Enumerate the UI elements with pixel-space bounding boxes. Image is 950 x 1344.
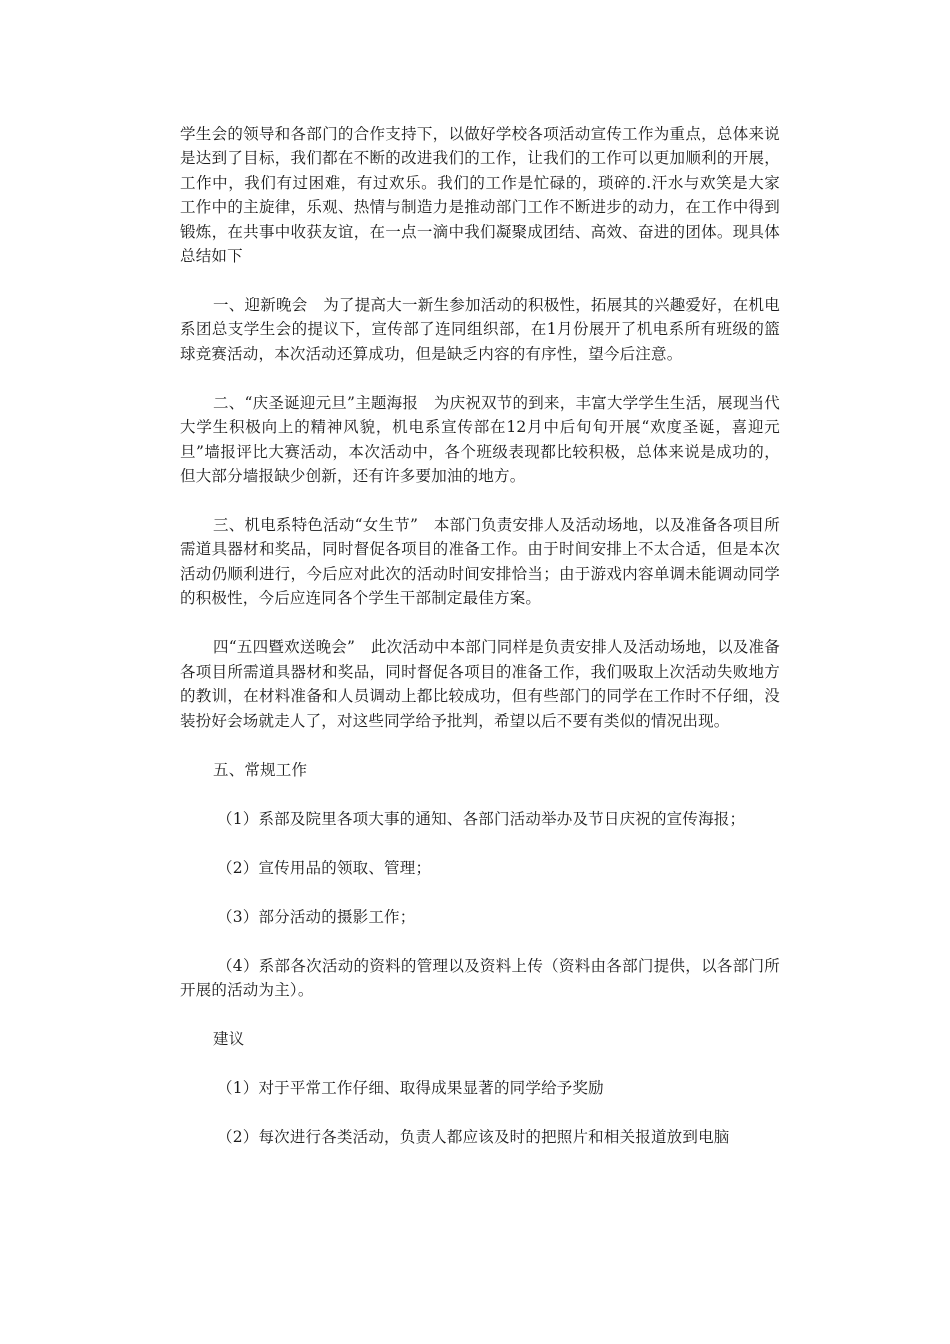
paragraph-welcome-party: 一、迎新晚会 为了提高大一新生参加活动的积极性，拓展其的兴趣爱好，在机电系团总支学生会的提议下，宣传部了连同组织部，在1月份展开了机电系所有班级的篮球竞赛活动，本次活动还算成功，但是缺乏内容的有序性，望今后注意。 — [180, 296, 780, 363]
list-item-routine-4: （4）系部各次活动的资料的管理以及资料上传（资料由各部门提供，以各部门所开展的活动为主）。 — [180, 956, 780, 999]
paragraph-girls-day: 三、机电系特色活动“女生节” 本部门负责安排人及活动场地，以及准备各项目所需道具器材和奖品，同时督促各项目的准备工作。由于时间安排上不太合适，但是本次活动仍顺利进行，今后应对此次的活动时间安排恰当；由于游戏内容单调未能调动同学的积极性，今后应连同各个学生干部制定最佳方案。 — [180, 516, 780, 608]
paragraph-intro: 学生会的领导和各部门的合作支持下，以做好学校各项活动宣传工作为重点，总体来说是达到了目标，我们都在不断的改进我们的工作，让我们的工作可以更加顺利的开展，工作中，我们有过困难，有过欢乐。我们的工作是忙碌的，琐碎的.汗水与欢笑是大家工作中的主旋律，乐观、热情与制造力是推动部门工作不断进步的动力，在工作中得到锻炼，在共事中收获友谊，在一点一滴中我们凝聚成团结、高效、奋进的团体。现具体总结如下 — [180, 125, 780, 266]
section-heading-suggestions: 建议 — [213, 1029, 245, 1048]
document-body — [180, 122, 780, 1174]
list-item-suggestion-1: （1）对于平常工作仔细、取得成果显著的同学给予奖励 — [217, 1078, 604, 1097]
paragraph-christmas-poster: 二、“庆圣诞迎元旦”主题海报 为庆祝双节的到来，丰富大学学生生活，展现当代大学生积极向上的精神风貌，机电系宣传部在12月中后旬旬开展“欢度圣诞，喜迎元旦”墙报评比大赛活动，本次活动中，各个班级表现都比较积极，总体来说是成功的，但大部分墙报缺少创新，还有许多要加油的地方。 — [180, 393, 780, 486]
paragraph-may-fourth-party: 四“五四暨欢送晚会” 此次活动中本部门同样是负责安排人及活动场地，以及准备各项目所需道具器材和奖品，同时督促各项目的准备工作，我们吸取上次活动失败地方的教训，在材料准备和人员调动上都比较成功，但有些部门的同学在工作时不仔细，没装扮好会场就走人了，对这些同学给予批判，希望以后不要有类似的情况出现。 — [180, 638, 780, 730]
list-item-routine-2: （2）宣传用品的领取、管理； — [217, 858, 432, 877]
section-heading-routine-work: 五、常规工作 — [213, 760, 308, 779]
list-item-routine-1: （1）系部及院里各项大事的通知、各部门活动举办及节日庆祝的宣传海报； — [217, 809, 746, 828]
list-item-routine-3: （3）部分活动的摄影工作； — [217, 907, 416, 926]
list-item-suggestion-2: （2）每次进行各类活动，负责人都应该及时的把照片和相关报道放到电脑 — [217, 1127, 730, 1146]
